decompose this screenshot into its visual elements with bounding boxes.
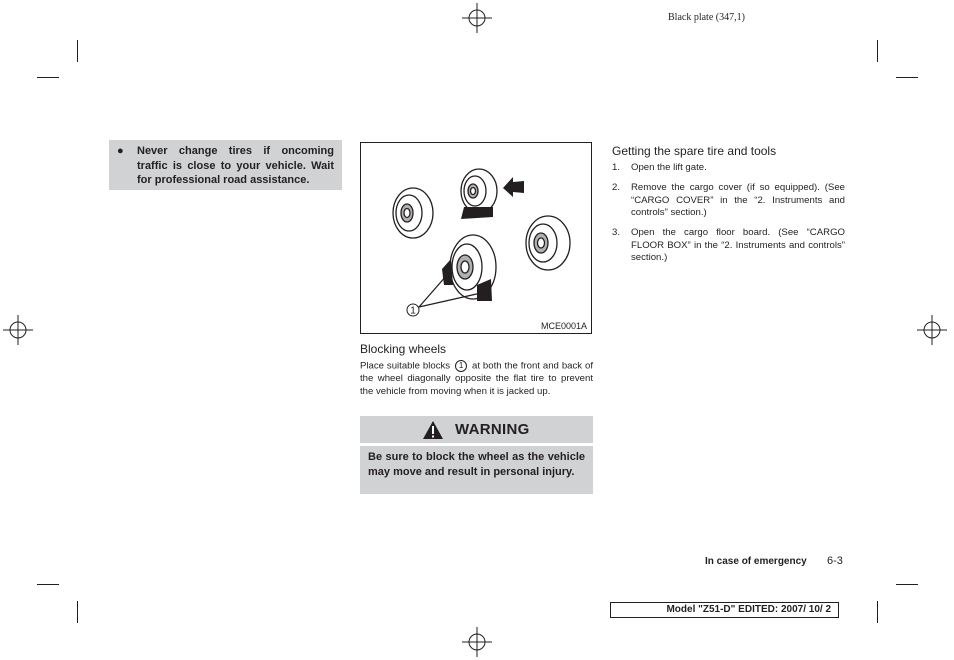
registration-mark-icon [462,3,492,33]
crop-mark [877,601,878,623]
running-footer-section: In case of emergency [705,556,807,567]
figure-callout-number: 1 [410,305,416,317]
caution-note [109,140,342,190]
wheel-blocks-illustration [360,142,592,334]
warning-title: WARNING [455,421,530,438]
warning-triangle-icon [422,420,444,440]
caution-note-text: Never change tires if oncoming traffic is close to your vehicle. Wait for professional road assistance. [137,145,334,186]
plate-label: Black plate (347,1) [668,12,745,23]
warning-header [360,416,593,443]
warning-text: Be sure to block the wheel as the vehicle may move and result in personal injury. [368,451,585,478]
registration-mark-icon [462,627,492,657]
crop-mark [896,584,918,585]
crop-mark [77,601,78,623]
blocking-wheels-paragraph: Place suitable blocks 1 at both the front and back of the wheel diagonally opposite the flat tire to prevent the vehicle from moving when it is jacked up. [360,360,594,397]
crop-mark [37,77,59,78]
figure-code: MCE0001A [540,321,587,331]
crop-mark [896,77,918,78]
crop-mark [877,40,878,62]
model-edited-info: Model "Z51-D" EDITED: 2007/ 10/ 2 [666,604,831,615]
bullet: ● [117,145,124,157]
crop-mark [77,40,78,62]
registration-mark-icon [917,315,947,345]
warning-body [360,446,593,494]
crop-mark [37,584,59,585]
callout-number: 1 [455,360,467,372]
section-heading: Blocking wheels [360,342,447,356]
registration-mark-icon [3,315,33,345]
model-info-box [610,602,839,618]
section-heading: Getting the spare tire and tools [612,144,777,158]
tires-and-blocks-icon [361,143,593,335]
page-number: 6-3 [827,555,843,567]
